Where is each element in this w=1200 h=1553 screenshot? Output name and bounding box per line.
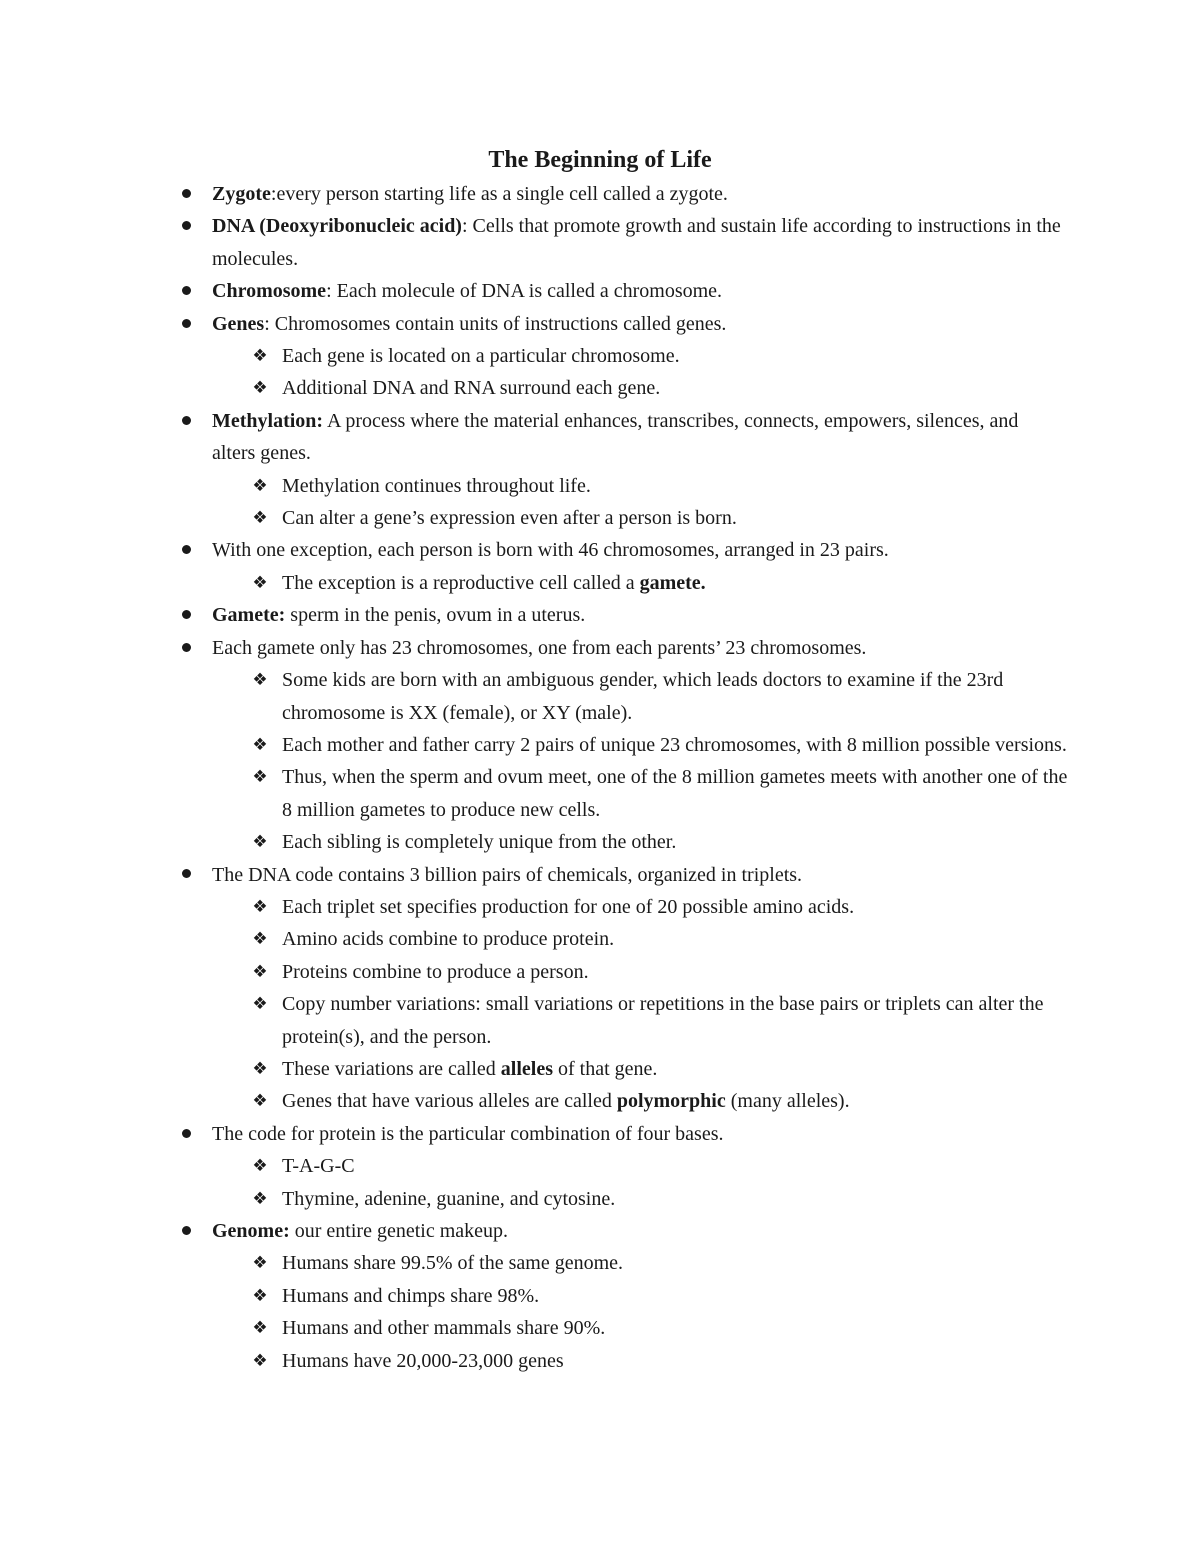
diamond-bullet-icon: ❖ xyxy=(252,670,268,691)
list-item xyxy=(0,1215,1062,1247)
bullet-dot-icon xyxy=(176,632,196,664)
sub-list-item xyxy=(0,567,1072,599)
diamond-bullet-icon: ❖ xyxy=(252,1350,268,1371)
diamond-bullet-icon: ❖ xyxy=(252,1253,268,1274)
list-item xyxy=(0,178,1062,210)
sub-list-item xyxy=(0,664,1072,729)
item-text: Proteins combine to produce a person. xyxy=(282,960,589,983)
item-text: These variations are called xyxy=(282,1057,501,1080)
item-text: Each triplet set specifies production for one of 20 possible amino acids. xyxy=(282,895,855,918)
sub-list-item xyxy=(0,1183,1072,1215)
bullet-dot-icon xyxy=(176,275,196,307)
diamond-bullet-icon: ❖ xyxy=(252,1156,268,1177)
diamond-bullet-icon: ❖ xyxy=(252,961,268,982)
item-text-after: of that gene. xyxy=(553,1057,658,1080)
diamond-bullet-icon: ❖ xyxy=(252,572,268,593)
bullet-dot-icon xyxy=(176,1118,196,1150)
list-item xyxy=(0,859,1062,891)
sub-list-item xyxy=(0,826,1072,858)
item-text: Each gamete only has 23 chromosomes, one from each parents’ 23 chromosomes. xyxy=(212,636,867,659)
sub-list-item xyxy=(0,1345,1072,1377)
item-text: A process where the material enhances, transcribes, connects, empowers, silences, and alters genes. xyxy=(212,409,1019,465)
diamond-bullet-icon: ❖ xyxy=(252,767,268,788)
sub-list-item xyxy=(0,891,1072,923)
item-text: our entire genetic makeup. xyxy=(289,1220,509,1242)
document-title: The Beginning of Life xyxy=(488,147,712,173)
bullet-dot-icon xyxy=(176,405,196,437)
sub-list-item xyxy=(0,729,1072,761)
list-item xyxy=(0,1118,1062,1150)
sub-list-item xyxy=(0,1247,1072,1279)
item-text: The code for protein is the particular combination of four bases. xyxy=(212,1122,724,1145)
sub-list-item xyxy=(0,340,1072,372)
item-text: Additional DNA and RNA surround each gene. xyxy=(282,377,661,400)
sub-list-item xyxy=(0,1085,1072,1117)
emphasis-term: alleles xyxy=(500,1057,553,1080)
item-text: :every person starting life as a single cell called a zygote. xyxy=(270,183,728,205)
bullet-dot-icon xyxy=(176,534,196,566)
item-text: : Chromosomes contain units of instructions called genes. xyxy=(264,312,727,335)
bullet-dot-icon xyxy=(176,599,196,631)
sub-list-item xyxy=(0,761,1072,826)
sub-list-item xyxy=(0,1053,1072,1085)
item-text: Humans and chimps share 98%. xyxy=(282,1284,540,1307)
item-text: Can alter a gene’s expression even after a person is born. xyxy=(282,507,737,530)
item-text: T-A-G-C xyxy=(282,1155,355,1178)
diamond-bullet-icon: ❖ xyxy=(252,346,268,367)
notes-list xyxy=(0,178,1200,1377)
bullet-dot-icon xyxy=(176,210,196,242)
item-text: : Each molecule of DNA is called a chromosome. xyxy=(326,280,723,303)
item-text: Thus, when the sperm and ovum meet, one of the 8 million gametes meets with another one of the 8 million gametes to produce new cells. xyxy=(282,766,1068,821)
item-text: : Cells that promote growth and sustain life according to instructions in the molecules. xyxy=(212,215,1061,270)
diamond-bullet-icon: ❖ xyxy=(252,1058,268,1079)
diamond-bullet-icon: ❖ xyxy=(252,1091,268,1112)
term-label: Genes xyxy=(212,312,265,335)
item-text-after: (many alleles). xyxy=(725,1090,850,1113)
bullet-dot-icon xyxy=(176,308,196,340)
sub-list-item xyxy=(0,502,1072,534)
emphasis-term: polymorphic xyxy=(616,1090,726,1113)
diamond-bullet-icon: ❖ xyxy=(252,1285,268,1306)
diamond-bullet-icon: ❖ xyxy=(252,929,268,950)
item-text: Some kids are born with an ambiguous gender, which leads doctors to examine if the 23rd chromosome is XX (female), or XY (male). xyxy=(282,669,1004,724)
sub-list-item xyxy=(0,1150,1072,1182)
item-text: Genes that have various alleles are called xyxy=(282,1090,617,1113)
bullet-dot-icon xyxy=(176,1215,196,1247)
list-item xyxy=(0,599,1062,631)
diamond-bullet-icon: ❖ xyxy=(252,832,268,853)
term-label: DNA (Deoxyribonucleic acid) xyxy=(212,215,462,238)
sub-list-item xyxy=(0,1280,1072,1312)
term-label: Genome: xyxy=(212,1220,290,1242)
diamond-bullet-icon: ❖ xyxy=(252,378,268,399)
diamond-bullet-icon: ❖ xyxy=(252,896,268,917)
bullet-dot-icon xyxy=(176,178,196,210)
item-text: Humans have 20,000-23,000 genes xyxy=(282,1349,564,1372)
item-text: The DNA code contains 3 billion pairs of chemicals, organized in triplets. xyxy=(212,863,803,886)
diamond-bullet-icon: ❖ xyxy=(252,1318,268,1339)
diamond-bullet-icon: ❖ xyxy=(252,508,268,529)
diamond-bullet-icon: ❖ xyxy=(252,734,268,755)
item-text: With one exception, each person is born with 46 chromosomes, arranged in 23 pairs. xyxy=(212,539,889,562)
list-item xyxy=(0,308,1062,340)
list-item xyxy=(0,405,1062,470)
sub-list-item xyxy=(0,470,1072,502)
sub-list-item xyxy=(0,372,1072,404)
item-text: Each mother and father carry 2 pairs of unique 23 chromosomes, with 8 million possible versions. xyxy=(282,733,1067,756)
item-text: Humans and other mammals share 90%. xyxy=(282,1317,606,1340)
item-text: sperm in the penis, ovum in a uterus. xyxy=(285,604,586,627)
diamond-bullet-icon: ❖ xyxy=(252,994,268,1015)
sub-list-item xyxy=(0,923,1072,955)
term-label: Zygote xyxy=(212,183,271,205)
item-text: Each sibling is completely unique from the other. xyxy=(282,831,677,854)
diamond-bullet-icon: ❖ xyxy=(252,475,268,496)
item-text: The exception is a reproductive cell called a xyxy=(282,571,640,594)
list-item xyxy=(0,210,1062,275)
term-label: Chromosome xyxy=(212,280,327,303)
list-item xyxy=(0,275,1062,307)
sub-list-item xyxy=(0,988,1072,1053)
item-text: Thymine, adenine, guanine, and cytosine. xyxy=(282,1187,616,1210)
diamond-bullet-icon: ❖ xyxy=(252,1188,268,1209)
sub-list-item xyxy=(0,1312,1072,1344)
term-label: Gamete: xyxy=(212,604,286,627)
list-item xyxy=(0,534,1062,566)
item-text: Amino acids combine to produce protein. xyxy=(282,928,615,951)
bullet-dot-icon xyxy=(176,859,196,891)
list-item xyxy=(0,632,1062,664)
item-text: Copy number variations: small variations or repetitions in the base pairs or triplets can alter the protein(s), and the person. xyxy=(282,993,1044,1048)
term-label: Methylation: xyxy=(212,409,324,432)
emphasis-term: gamete. xyxy=(639,571,706,594)
sub-list-item xyxy=(0,956,1072,988)
item-text: Each gene is located on a particular chromosome. xyxy=(282,345,680,368)
item-text: Methylation continues throughout life. xyxy=(282,474,591,497)
item-text: Humans share 99.5% of the same genome. xyxy=(282,1252,624,1275)
